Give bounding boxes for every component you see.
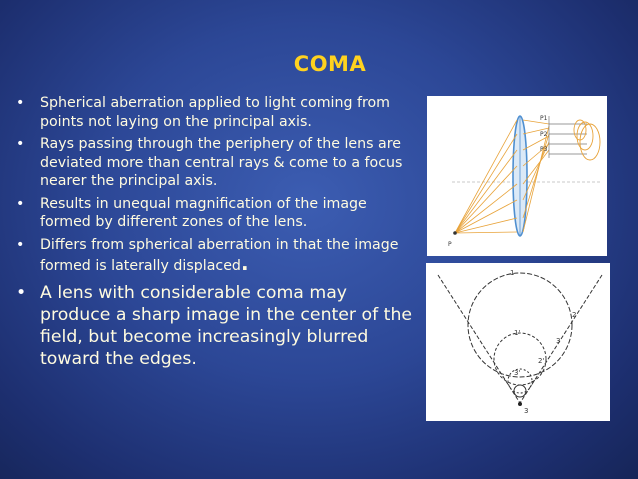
label-2: 2 — [572, 311, 577, 319]
bullet-text: A lens with considerable coma may produce a sharp image in the center of the field, but become increasingly blurred toward the edges. — [40, 282, 413, 369]
bullet-text: Spherical aberration applied to light coming from points not laying on the principal axis. — [40, 95, 390, 130]
label-3-prime: 3' — [514, 369, 521, 377]
bullet-item — [14, 94, 414, 131]
label-p: P — [448, 241, 452, 248]
bullet-dot: • — [16, 282, 27, 303]
label-p1: P1 — [540, 115, 548, 122]
coma-lens-svg — [427, 96, 607, 256]
bullet-dot: • — [16, 136, 25, 152]
bullet-list — [14, 94, 414, 374]
bullet-item — [14, 282, 414, 370]
bullet-text: Results in unequal magnification of the image formed by different zones of the lens. — [40, 195, 367, 230]
label-p2: P2 — [540, 131, 548, 138]
label-2-prime: 2' — [538, 357, 545, 365]
slide-title: COMA — [293, 52, 367, 76]
label-vertex: 3 — [524, 407, 529, 415]
bullet-dot: • — [16, 195, 25, 212]
label-p3: P3 — [540, 146, 548, 153]
label-3: 3 — [556, 337, 561, 345]
bullet-dot: • — [16, 95, 25, 111]
bullet-text: Differs from spherical aberration in that the image formed is laterally displaced — [40, 236, 399, 274]
source-point — [453, 231, 457, 235]
bullet-period: . — [240, 251, 249, 275]
coma-lens-diagram — [427, 96, 607, 256]
label-1-prime: 1' — [514, 329, 521, 337]
bullet-item — [14, 195, 414, 232]
bullet-text: Rays passing through the periphery of the lens are deviated more than central rays & come to a focus nearer the principal axis. — [40, 136, 403, 189]
bullet-item — [14, 236, 414, 276]
bullet-item — [14, 135, 414, 191]
circle-outlines — [438, 273, 602, 403]
vertex-point — [518, 402, 522, 406]
coma-circles-diagram — [426, 263, 610, 421]
bullet-dot: • — [16, 236, 25, 253]
ray-bundle — [455, 120, 549, 233]
coma-circles-svg — [426, 263, 610, 421]
label-1: 1 — [510, 269, 515, 277]
